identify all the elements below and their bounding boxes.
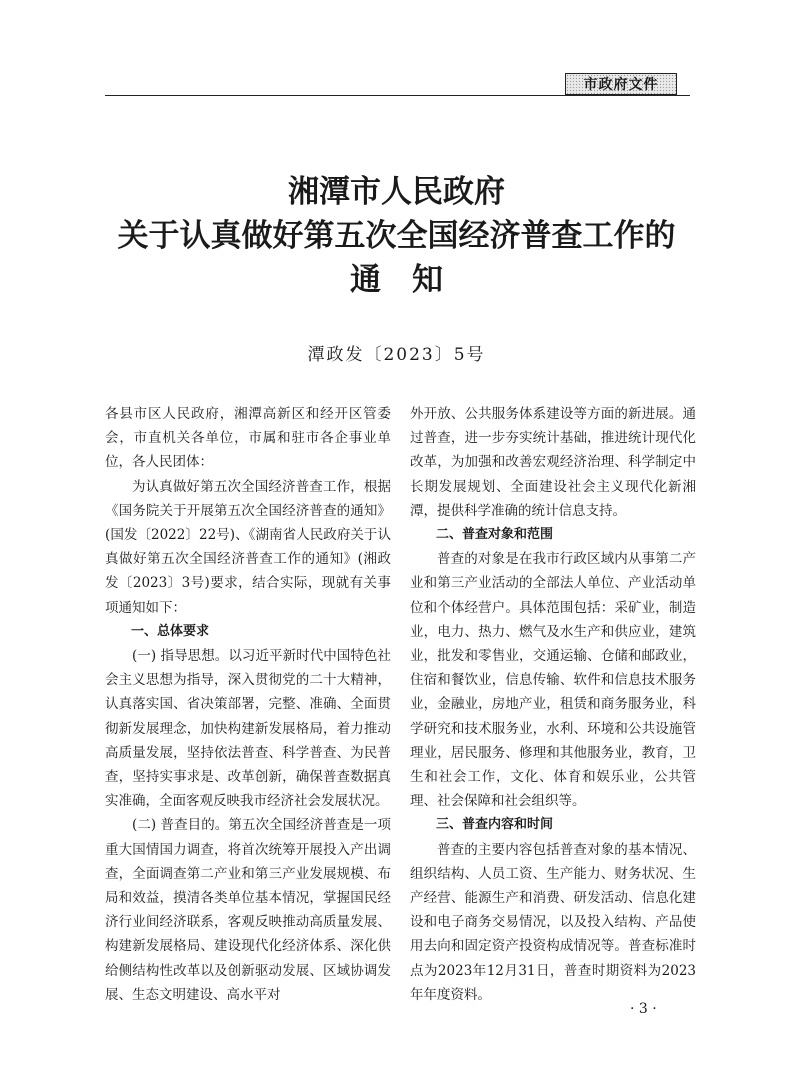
title-line-1: 湘潭市人民政府 <box>288 174 505 210</box>
title-line-2: 关于认真做好第五次全国经济普查工作的 <box>117 218 676 254</box>
left-column <box>105 402 391 1007</box>
title-line-3: 通 知 <box>350 262 443 298</box>
header-rule <box>105 95 690 96</box>
right-column <box>410 402 696 1007</box>
section-heading-1: 一、总体要求 <box>131 623 210 639</box>
paragraph-census-purpose: (二) 普查目的。第五次全国经济普查是一项重大国情国力调查，将首次统筹开展投入产出调查，全面调查第二产业和第三产业发展规模、布局和效益，摸清各类单位基本情况，掌握国民经济行业间经济联系，客观反映推动高质量发展、构建新发展格局、建设现代化经济体系、深化供给侧结构性改革以及创新驱动发展、区域协调发展、生态文明建设、高水平对 <box>105 817 391 1003</box>
paragraph-census-purpose-cont: 外开放、公共服务体系建设等方面的新进展。通过普查，进一步夯实统计基础，推进统计现代化改革，为加强和改善宏观经济治理、科学制定中长期发展规划、全面建设社会主义现代化新湘潭，提供科学准确的统计信息支持。 <box>410 406 696 519</box>
section-label: 市政府文件 <box>565 73 677 95</box>
salutation: 各县市区人民政府，湘潭高新区和经开区管委会，市直机关各单位，市属和驻市各企事业单位，各人民团体： <box>105 406 391 471</box>
page-number: · 3 · <box>630 1001 657 1017</box>
paragraph-guiding-ideology: (一) 指导思想。以习近平新时代中国特色社会主义思想为指导，深入贯彻党的二十大精神，认真落实国、省决策部署，完整、准确、全面贯彻新发展理念，加快构建新发展格局，着力推动高质量发展，坚持依法普查、科学普查、为民普查，坚持实事求是、改革创新，确保普查数据真实准确，全面客观反映我市经济社会发展状况。 <box>105 648 391 810</box>
paragraph-census-content: 普查的主要内容包括普查对象的基本情况、组织结构、人员工资、生产能力、财务状况、生产经营、能源生产和消费、研发活动、信息化建设和电子商务交易情况，以及投入结构、产品使用去向和固定资产投资构成情况等。普查标准时点为2023年12月31日，普查时期资料为2023年年度资料。 <box>410 841 696 1003</box>
intro-paragraph: 为认真做好第五次全国经济普查工作，根据《国务院关于开展第五次全国经济普查的通知》(国发〔2022〕22号)、《湖南省人民政府关于认真做好第五次全国经济普查工作的通知》(湘政发〔2023〕3号)要求，结合实际，现就有关事项通知如下： <box>105 478 391 616</box>
section-heading-2: 二、普查对象和范围 <box>436 527 554 543</box>
document-number: 潭政发〔2023〕5号 <box>307 345 486 365</box>
section-heading-3: 三、普查内容和时间 <box>436 817 554 833</box>
paragraph-census-scope: 普查的对象是在我市行政区域内从事第二产业和第三产业活动的全部法人单位、产业活动单位和个体经营户。具体范围包括：采矿业，制造业，电力、热力、燃气及水生产和供应业，建筑业，批发和零售业，交通运输、仓储和邮政业，住宿和餐饮业，信息传输、软件和信息技术服务业，金融业，房地产业，租赁和商务服务业，科学研究和技术服务业，水利、环境和公共设施管理业，居民服务、修理和其他服务业，教育，卫生和社会工作，文化、体育和娱乐业，公共管理、社会保障和社会组织等。 <box>410 551 696 810</box>
